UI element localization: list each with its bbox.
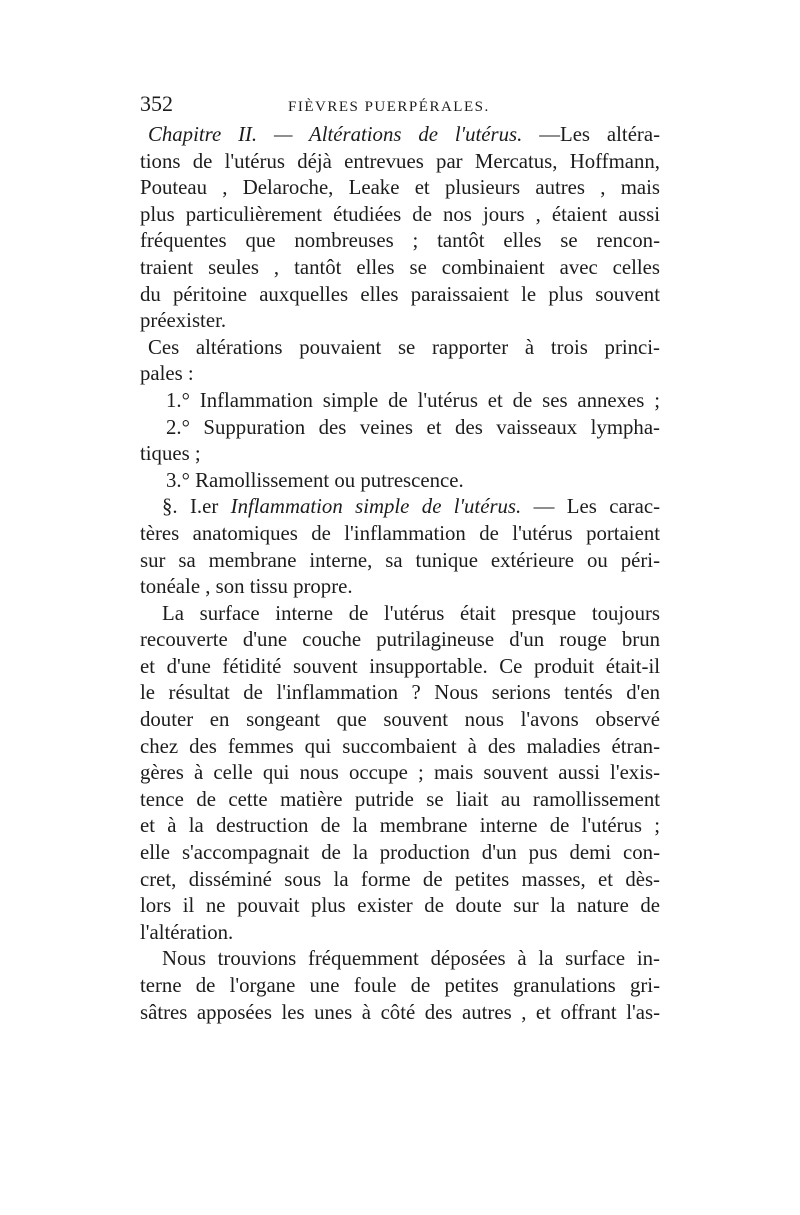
text-line: sâtres apposées les unes à côté des autres , et offrant l'as- bbox=[140, 1000, 660, 1024]
list-item: 1.° Inflammation simple de l'utérus et de ses annexes ; bbox=[166, 388, 660, 412]
list-item: 2.° Suppuration des veines et des vaisseaux lympha- bbox=[166, 415, 660, 439]
text-line: tence de cette matière putride se liait au ramollissement bbox=[140, 787, 660, 811]
text-line: cret, disséminé sous la forme de petites masses, et dès- bbox=[140, 867, 660, 891]
text-line: plus particulièrement étudiées de nos jours , étaient aussi bbox=[140, 202, 660, 226]
text-line: tiques ; bbox=[140, 442, 201, 466]
text-line: gères à celle qui nous occupe ; mais souvent aussi l'exis- bbox=[140, 761, 660, 785]
text-fragment: —Les altéra- bbox=[522, 123, 661, 146]
text-line: elle s'accompagnait de la production d'un pus demi con- bbox=[140, 841, 660, 865]
text-line: fréquentes que nombreuses ; tantôt elles se rencon- bbox=[140, 229, 660, 253]
text-line: douter en songeant que souvent nous l'avons observé bbox=[140, 708, 660, 732]
page-number: 352 bbox=[140, 91, 173, 116]
text-line: La surface interne de l'utérus était presque toujours bbox=[162, 601, 660, 625]
text-line: terne de l'organe une foule de petites granulations gri- bbox=[140, 974, 660, 997]
text-line: du péritoine auxquelles elles paraissaient le plus souvent bbox=[140, 282, 660, 306]
book-page bbox=[140, 90, 660, 1026]
text-line: Ces altérations pouvaient se rapporter à trois princi- bbox=[148, 335, 660, 359]
text-line: traient seules , tantôt elles se combinaient avec celles bbox=[140, 255, 660, 279]
text-line: tonéale , son tissu propre. bbox=[140, 575, 353, 599]
body-text bbox=[140, 122, 660, 1026]
running-title: FIÈVRES PUERPÉRALES. bbox=[288, 99, 490, 115]
section-heading: Inflammation simple de l'utérus. bbox=[230, 495, 522, 519]
text-line: l'altération. bbox=[140, 920, 234, 944]
text-line: lors il ne pouvait plus exister de doute sur la nature de bbox=[140, 894, 660, 918]
text-line: pales : bbox=[140, 362, 194, 386]
text-line: et à la destruction de la membrane interne de l'utérus ; bbox=[140, 814, 660, 838]
text-line: tions de l'utérus déjà entrevues par Mercatus, Hoffmann, bbox=[140, 149, 660, 173]
text-line bbox=[140, 122, 660, 149]
running-head bbox=[140, 90, 660, 122]
text-line: sur sa membrane interne, sa tunique extérieure ou péri- bbox=[140, 548, 660, 572]
text-fragment: — Les carac- bbox=[521, 495, 660, 519]
text-line: le résultat de l'inflammation ? Nous serions tentés d'en bbox=[140, 681, 660, 705]
text-line: préexister. bbox=[140, 309, 227, 333]
text-line: chez des femmes qui succombaient à des maladies étran- bbox=[140, 734, 660, 758]
text-line bbox=[140, 494, 660, 521]
chapter-heading: Chapitre II. — Altérations de l'utérus. bbox=[148, 123, 523, 146]
list-item: 3.° Ramollissement ou putrescence. bbox=[166, 468, 464, 492]
text-line: Pouteau , Delaroche, Leake et plusieurs autres , mais bbox=[140, 176, 660, 200]
section-number: §. I.er bbox=[162, 495, 231, 519]
text-line: et d'une fétidité souvent insupportable. Ce produit était-il bbox=[140, 654, 660, 678]
text-line: tères anatomiques de l'inflammation de l'utérus portaient bbox=[140, 521, 660, 545]
text-line: Nous trouvions fréquemment déposées à la surface in- bbox=[162, 947, 660, 971]
text-line: recouverte d'une couche putrilagineuse d'un rouge brun bbox=[140, 628, 660, 652]
